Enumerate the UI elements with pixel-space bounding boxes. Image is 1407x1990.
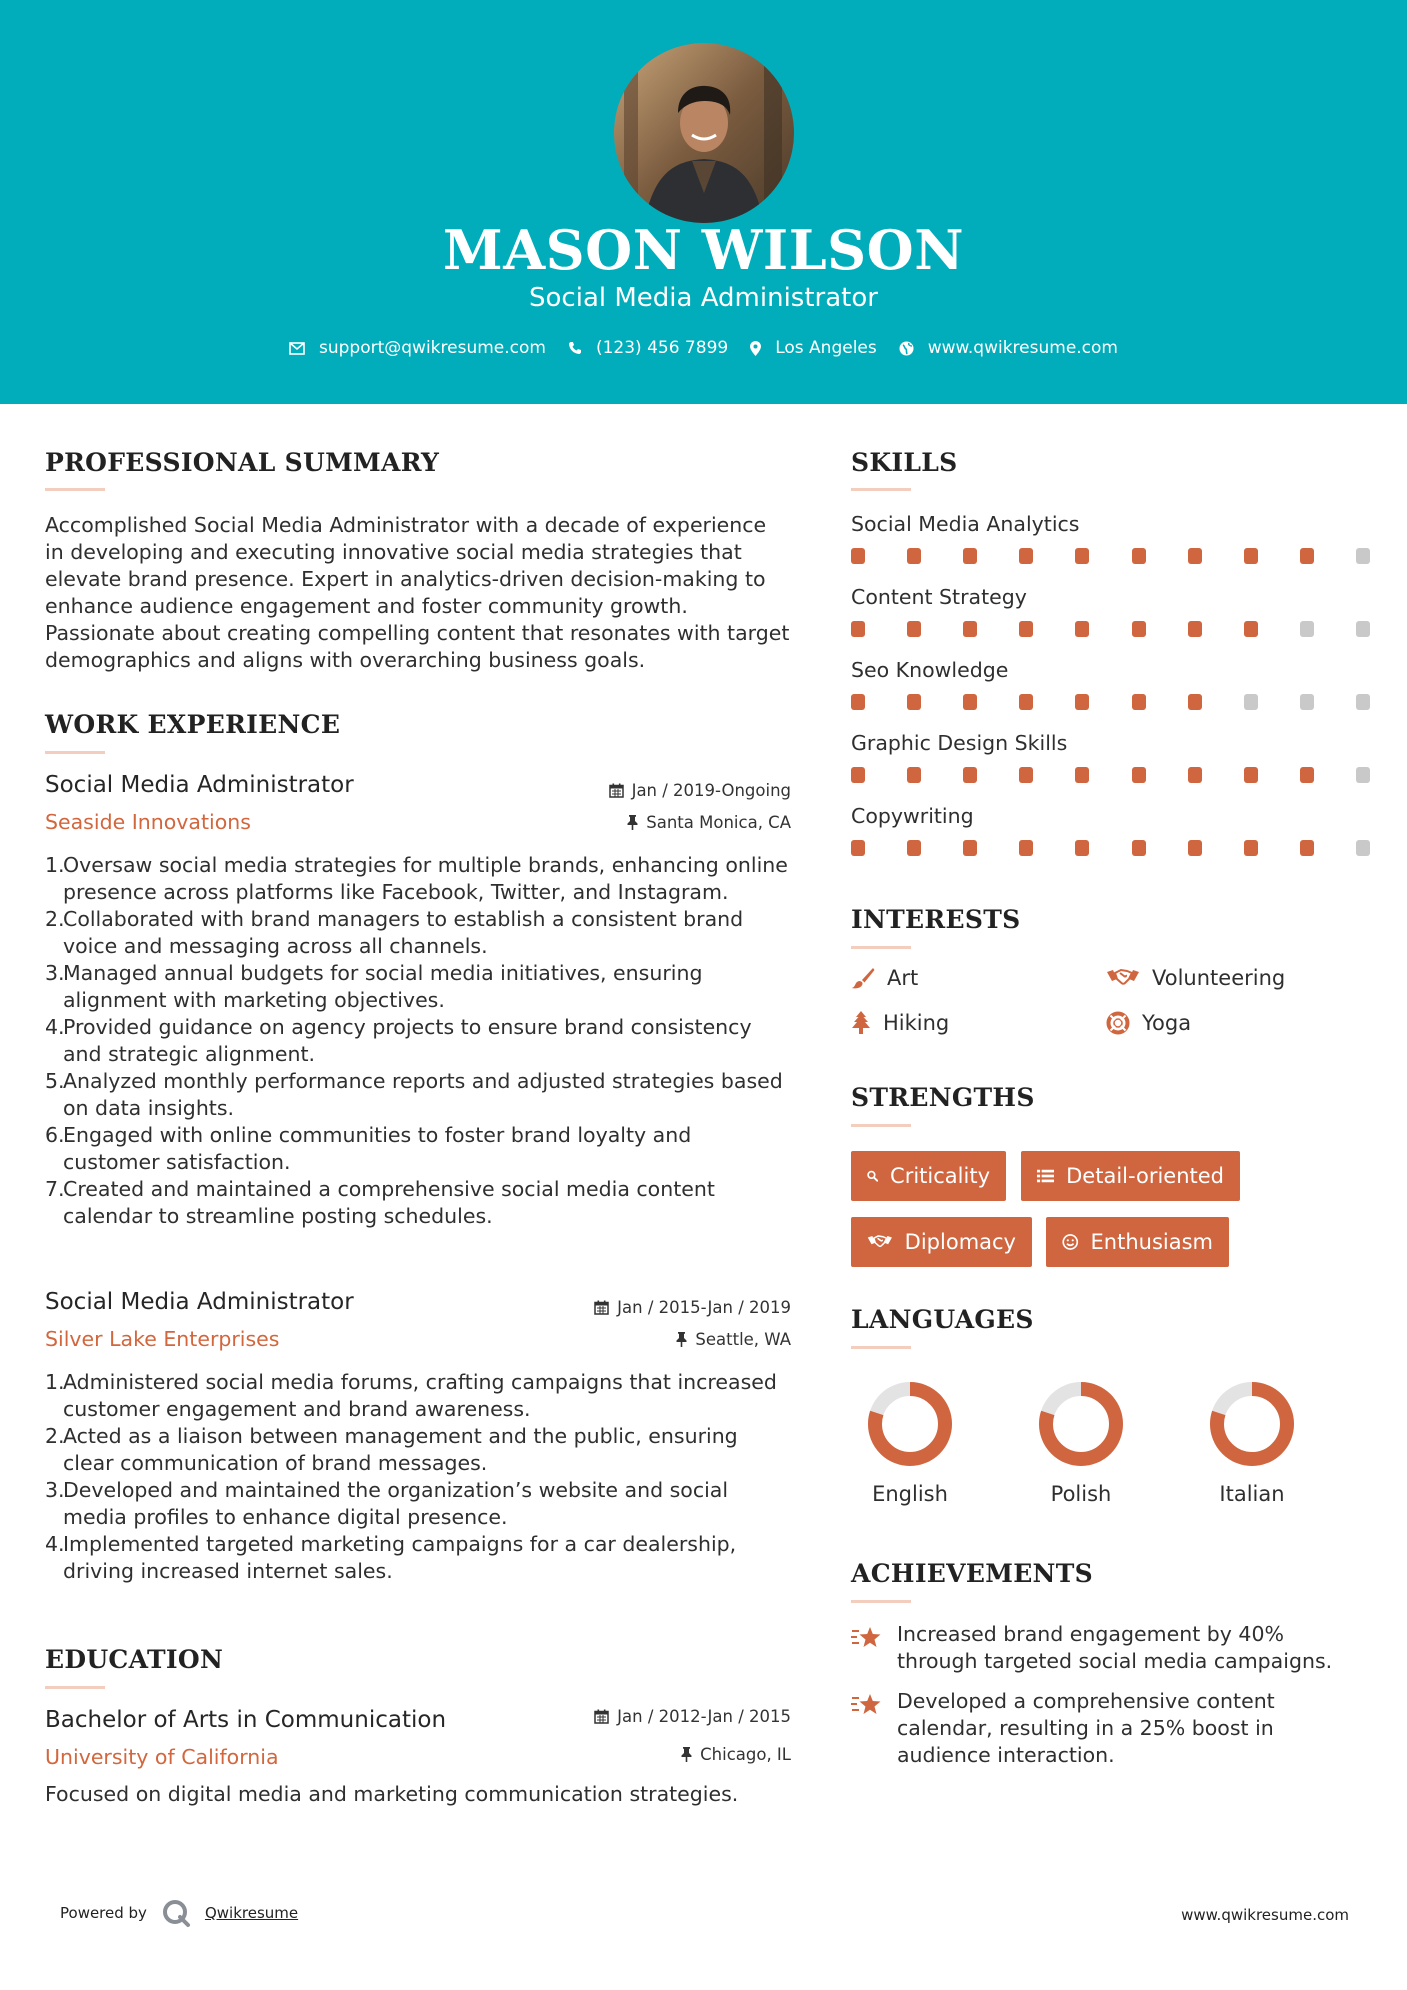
qwikresume-logo-icon xyxy=(161,1898,191,1928)
achievement-text: Developed a comprehensive content calendar, resulting in a 25% boost in audience interaction. xyxy=(897,1689,1275,1767)
paintbrush-icon xyxy=(851,967,875,989)
skill-name: Social Media Analytics xyxy=(851,512,1080,536)
list-item: Managed annual budgets for social media initiatives, ensuring alignment with marketing objectives. xyxy=(63,961,703,1012)
list-item: Provided guidance on agency projects to ensure brand consistency and strategic alignment. xyxy=(63,1015,752,1066)
job-bullets xyxy=(45,852,790,1230)
language-proficiency-ring xyxy=(1037,1380,1125,1468)
company-name: Silver Lake Enterprises xyxy=(45,1327,280,1351)
strength-badge xyxy=(851,1217,1032,1267)
skill-dot-filled xyxy=(1188,621,1202,637)
list-item: Developed and maintained the organization’s website and social media profiles to enhance digital presence. xyxy=(63,1478,729,1529)
strength-badge xyxy=(851,1151,1006,1201)
job-location xyxy=(676,1330,791,1349)
skill-dot-filled xyxy=(1300,548,1314,564)
skill-dot-filled xyxy=(851,548,865,564)
interest-art xyxy=(851,966,918,990)
education-dates-text: Jan / 2012-Jan / 2015 xyxy=(617,1707,791,1726)
job-title: Social Media Administrator xyxy=(45,1289,354,1315)
handshake-icon xyxy=(1106,967,1140,989)
contact-location xyxy=(750,338,877,358)
contact-phone[interactable] xyxy=(568,338,728,358)
strength-label: Enthusiasm xyxy=(1090,1230,1213,1254)
languages-heading: LANGUAGES xyxy=(851,1305,1034,1334)
list-item: Implemented targeted marketing campaigns for a car dealership, driving increased internet sales. xyxy=(63,1532,737,1583)
pushpin-icon xyxy=(681,1747,692,1762)
skill-dot-filled xyxy=(851,621,865,637)
list-item: Created and maintained a comprehensive social media content calendar to streamline posting schedules. xyxy=(63,1177,715,1228)
smile-icon xyxy=(1062,1232,1079,1252)
job-title: Social Media Administrator xyxy=(45,772,354,798)
skill-dot-filled xyxy=(1075,548,1089,564)
star-burst-icon xyxy=(851,1625,883,1651)
language-proficiency-ring xyxy=(866,1380,954,1468)
skill-name: Copywriting xyxy=(851,804,974,828)
skill-dot-filled xyxy=(1075,621,1089,637)
strength-label: Detail-oriented xyxy=(1066,1164,1224,1188)
list-item: Collaborated with brand managers to establish a consistent brand voice and messaging across all channels. xyxy=(63,907,744,958)
language-name: Italian xyxy=(1219,1482,1285,1506)
summary-underline xyxy=(45,488,105,491)
summary-text: Accomplished Social Media Administrator with a decade of experience in developing and executing innovative social media strategies that elevate brand presence. Expert in analytics-driven decision-making to enhance audience engagement and foster community growth. Passionate about creating compelling content that resonates with target demographics and aligns with overarching business goals. xyxy=(45,513,790,672)
skill-level-dots xyxy=(851,548,1370,564)
achievement-item xyxy=(851,1688,1371,1769)
footer-website[interactable]: www.qwikresume.com xyxy=(1181,1906,1349,1924)
qwikresume-link[interactable]: Qwikresume xyxy=(204,1904,299,1922)
skill-dot-empty xyxy=(1356,548,1370,564)
skill-dot-filled xyxy=(1132,840,1146,856)
school-name: University of California xyxy=(45,1745,279,1769)
skill-dot-filled xyxy=(1244,621,1258,637)
interests-underline xyxy=(851,946,911,949)
education-underline xyxy=(45,1686,105,1689)
interests-heading: INTERESTS xyxy=(851,905,1021,934)
job-location-text: Santa Monica, CA xyxy=(646,813,791,832)
interest-volunteering xyxy=(1106,966,1285,990)
phone-icon xyxy=(568,341,582,355)
skill-level-dots xyxy=(851,621,1370,637)
skill-dot-filled xyxy=(1132,767,1146,783)
skill-dot-filled xyxy=(907,621,921,637)
interest-hiking xyxy=(851,1011,949,1035)
calendar-icon xyxy=(594,1300,609,1315)
achievements-underline xyxy=(851,1600,911,1603)
skill-dot-filled xyxy=(1244,548,1258,564)
skill-dot-filled xyxy=(963,548,977,564)
pushpin-icon xyxy=(627,815,638,830)
skill-dot-filled xyxy=(1300,840,1314,856)
skill-name: Seo Knowledge xyxy=(851,658,1009,682)
achievement-item xyxy=(851,1621,1371,1675)
education-location-text: Chicago, IL xyxy=(700,1745,791,1764)
language-item xyxy=(850,1380,970,1506)
skill-dot-filled xyxy=(907,548,921,564)
tree-icon xyxy=(851,1011,871,1035)
interest-label: Volunteering xyxy=(1152,966,1286,990)
degree-title: Bachelor of Arts in Communication xyxy=(45,1707,447,1733)
footer-powered-by xyxy=(60,1898,298,1928)
website-text[interactable]: www.qwikresume.com xyxy=(927,338,1118,358)
skill-dot-filled xyxy=(907,694,921,710)
skill-dot-filled xyxy=(1188,767,1202,783)
globe-icon xyxy=(899,341,914,356)
skill-dot-empty xyxy=(1356,767,1370,783)
candidate-role: Social Media Administrator xyxy=(529,283,878,313)
education-location xyxy=(681,1745,791,1764)
phone-text[interactable]: (123) 456 7899 xyxy=(595,338,729,358)
job-bullets xyxy=(45,1369,790,1585)
experience-underline xyxy=(45,751,105,754)
contact-website[interactable] xyxy=(899,338,1118,358)
strengths-heading: STRENGTHS xyxy=(851,1083,1035,1112)
pushpin-icon xyxy=(676,1332,687,1347)
skill-level-dots xyxy=(851,840,1370,856)
skill-dot-filled xyxy=(963,840,977,856)
strength-label: Diplomacy xyxy=(904,1230,1016,1254)
skill-dot-empty xyxy=(1356,694,1370,710)
skill-dot-empty xyxy=(1244,694,1258,710)
skill-dot-filled xyxy=(1019,621,1033,637)
list-item: Analyzed monthly performance reports and adjusted strategies based on data insights. xyxy=(63,1069,783,1120)
strength-badge xyxy=(1021,1151,1240,1201)
skill-dot-filled xyxy=(1075,694,1089,710)
search-icon xyxy=(867,1166,878,1186)
skill-dot-filled xyxy=(1188,840,1202,856)
contact-email[interactable] xyxy=(289,338,546,358)
skill-dot-filled xyxy=(963,767,977,783)
job-dates xyxy=(594,1298,791,1317)
skill-dot-empty xyxy=(1356,621,1370,637)
skill-dot-filled xyxy=(1188,548,1202,564)
company-name: Seaside Innovations xyxy=(45,810,251,834)
job-dates xyxy=(609,781,791,800)
powered-by-text: Powered by xyxy=(60,1904,147,1922)
language-item xyxy=(1192,1380,1312,1506)
summary-heading: PROFESSIONAL SUMMARY xyxy=(45,448,440,477)
list-item: Engaged with online communities to foster brand loyalty and customer satisfaction. xyxy=(63,1123,692,1174)
list-item: Oversaw social media strategies for multiple brands, enhancing online presence across platforms like Facebook, Twitter, and Instagram. xyxy=(63,853,788,904)
skill-dot-filled xyxy=(1075,840,1089,856)
skill-dot-empty xyxy=(1300,621,1314,637)
education-heading: EDUCATION xyxy=(45,1645,224,1674)
list-item: Administered social media forums, crafting campaigns that increased customer engagement and brand awareness. xyxy=(63,1370,777,1421)
location-text: Los Angeles xyxy=(775,338,877,358)
skill-dot-empty xyxy=(1300,694,1314,710)
resume-header xyxy=(0,0,1407,404)
skill-dot-filled xyxy=(1300,767,1314,783)
skill-dot-filled xyxy=(851,694,865,710)
skill-dot-filled xyxy=(1019,548,1033,564)
job-dates-text: Jan / 2015-Jan / 2019 xyxy=(617,1298,791,1317)
skills-underline xyxy=(851,488,911,491)
skill-dot-filled xyxy=(1188,694,1202,710)
skill-dot-filled xyxy=(851,840,865,856)
language-name: Polish xyxy=(1050,1482,1112,1506)
interest-label: Hiking xyxy=(883,1011,950,1035)
job-dates-text: Jan / 2019-Ongoing xyxy=(631,781,791,800)
skill-dot-filled xyxy=(851,767,865,783)
skill-dot-filled xyxy=(907,840,921,856)
skill-dot-filled xyxy=(1075,767,1089,783)
language-proficiency-ring xyxy=(1208,1380,1296,1468)
skill-dot-filled xyxy=(1244,840,1258,856)
skill-name: Content Strategy xyxy=(851,585,1027,609)
strength-label: Criticality xyxy=(890,1164,990,1188)
calendar-icon xyxy=(594,1709,609,1724)
job-location-text: Seattle, WA xyxy=(695,1330,791,1349)
experience-heading: WORK EXPERIENCE xyxy=(45,710,341,739)
skill-dot-filled xyxy=(963,694,977,710)
lifering-icon xyxy=(1106,1011,1130,1035)
envelope-icon xyxy=(289,342,305,355)
candidate-name: MASON WILSON xyxy=(442,218,965,282)
interest-label: Art xyxy=(887,966,919,990)
strength-badge xyxy=(1046,1217,1229,1267)
contact-bar xyxy=(0,338,1407,358)
achievement-text: Increased brand engagement by 40% through targeted social media campaigns. xyxy=(897,1622,1333,1673)
skill-dot-filled xyxy=(1019,840,1033,856)
education-dates xyxy=(594,1707,791,1726)
skill-name: Graphic Design Skills xyxy=(851,731,1068,755)
languages-underline xyxy=(851,1346,911,1349)
skill-dot-filled xyxy=(1019,694,1033,710)
email-text[interactable]: support@qwikresume.com xyxy=(319,338,546,358)
job-location xyxy=(627,813,791,832)
skill-level-dots xyxy=(851,694,1370,710)
list-item: Acted as a liaison between management and the public, ensuring clear communication of brand messages. xyxy=(63,1424,738,1475)
skill-level-dots xyxy=(851,767,1370,783)
interest-label: Yoga xyxy=(1142,1011,1192,1035)
interest-yoga xyxy=(1106,1011,1191,1035)
skill-dot-filled xyxy=(963,621,977,637)
skill-dot-empty xyxy=(1356,840,1370,856)
education-description: Focused on digital media and marketing communication strategies. xyxy=(45,1782,739,1806)
star-burst-icon xyxy=(851,1692,883,1718)
language-item xyxy=(1021,1380,1141,1506)
handshake-icon xyxy=(867,1232,893,1252)
skill-dot-filled xyxy=(1132,694,1146,710)
calendar-icon xyxy=(609,783,624,798)
skill-dot-filled xyxy=(907,767,921,783)
skill-dot-filled xyxy=(1132,548,1146,564)
skill-dot-filled xyxy=(1132,621,1146,637)
skill-dot-filled xyxy=(1019,767,1033,783)
achievements-heading: ACHIEVEMENTS xyxy=(851,1559,1093,1588)
language-name: English xyxy=(872,1482,948,1506)
profile-photo xyxy=(614,43,794,223)
skill-dot-filled xyxy=(1244,767,1258,783)
strengths-underline xyxy=(851,1124,911,1127)
list-icon xyxy=(1037,1167,1054,1185)
map-pin-icon xyxy=(750,341,761,356)
skills-heading: SKILLS xyxy=(851,448,958,477)
